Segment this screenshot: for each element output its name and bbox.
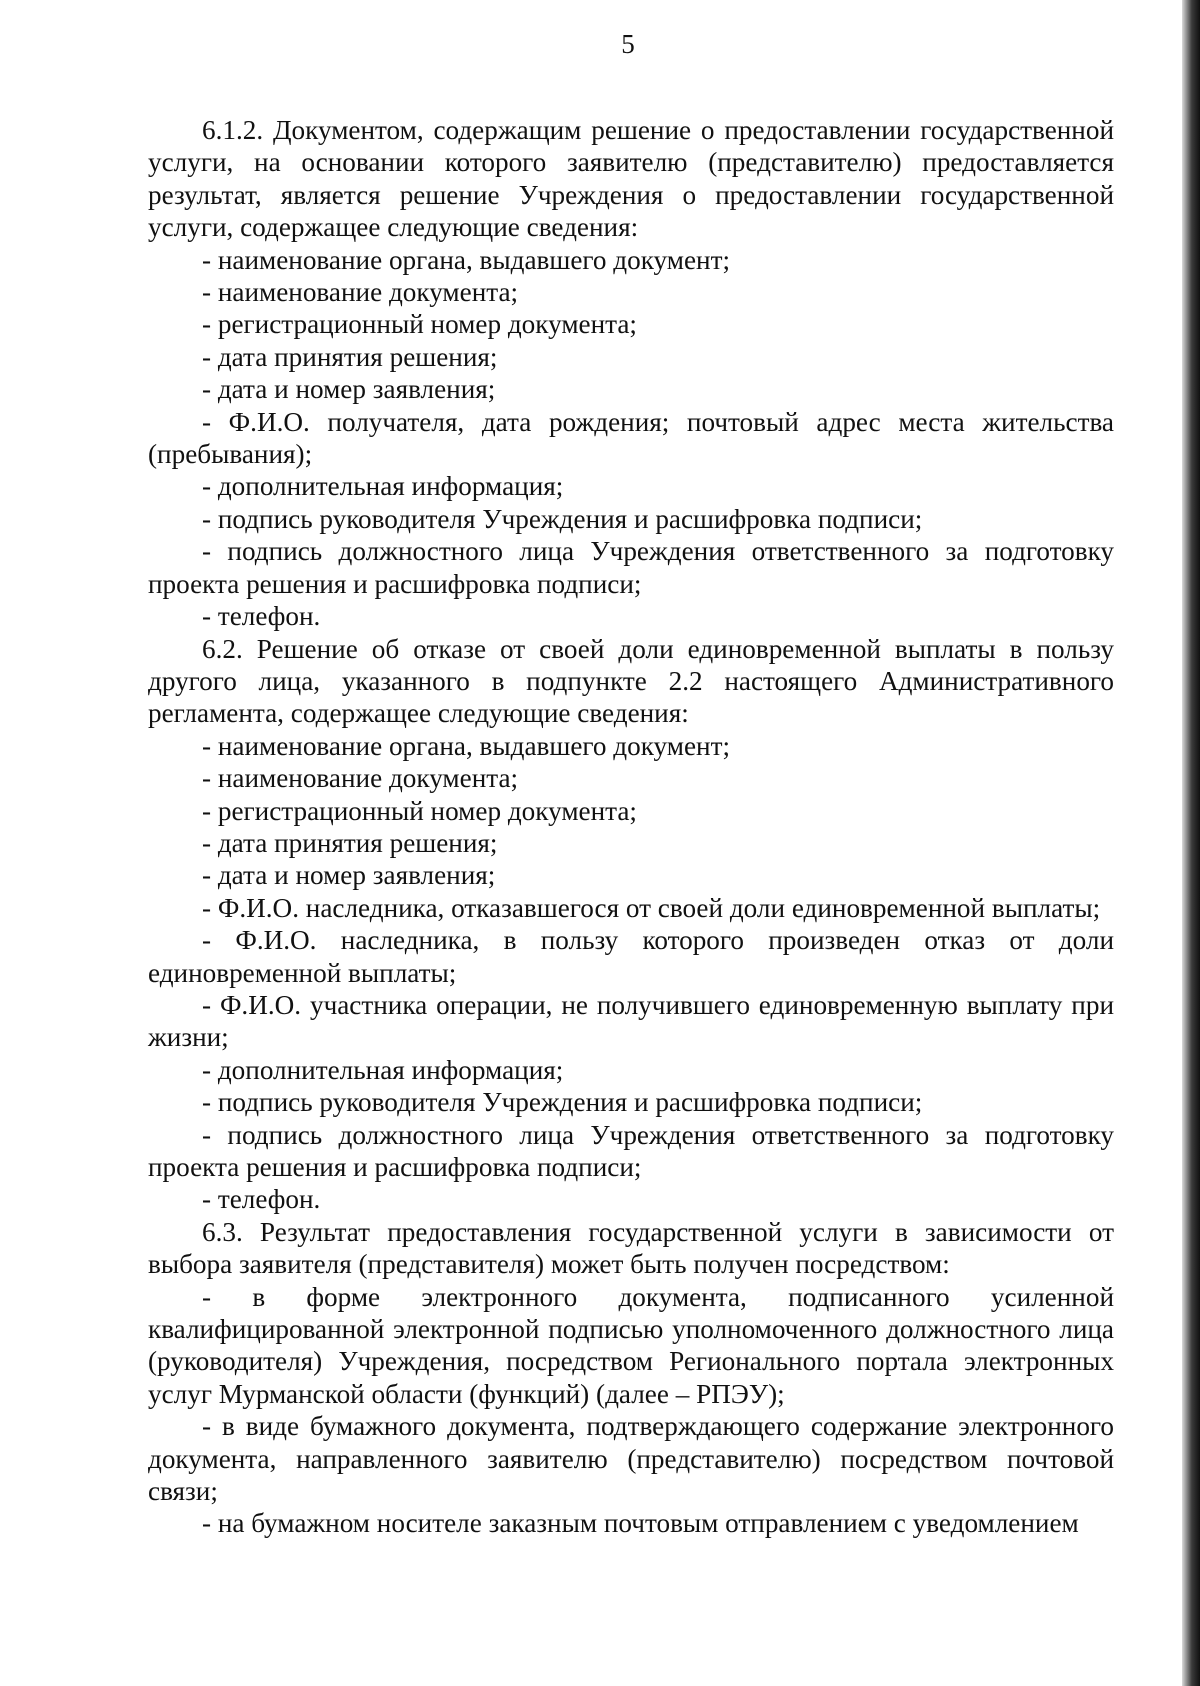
list-item: - дата и номер заявления; [202,860,496,891]
list-item: - подпись должностного лица Учреждения ответственного за подготовку проекта решения и расшифровка подписи; [148,1119,1114,1182]
list-item: - дата и номер заявления; [202,374,496,405]
list-item: - телефон. [202,601,321,632]
list-item: - наименование органа, выдавшего документ; [202,730,731,761]
list-item: - в форме электронного документа, подписанного усиленной квалифицированной электронной подписью уполномоченного должностного лица (руководителя) Учреждения, посредством Регионального портала электронных услуг Мурманской области (функций) (далее – РПЭУ); [148,1281,1114,1409]
list-item: - Ф.И.О. наследника, в пользу которого произведен отказ от доли единовременной выплаты; [148,925,1114,988]
list-item: - на бумажном носителе заказным почтовым отправлением с уведомлением [202,1508,1079,1539]
list-item: - Ф.И.О. участника операции, не получившего единовременную выплату при жизни; [148,989,1114,1053]
document-body [148,114,1114,1540]
paragraph-6-1-2: 6.1.2. Документом, содержащим решение о предоставлении государственной услуги, на основании которого заявителю (представителю) предоставляется результат, является решение Учреждения о предоставлении государственной услуги, содержащее следующие сведения: [148,115,1114,243]
list-item: - наименование документа; [202,763,519,794]
list-item: - телефон. [202,1184,321,1215]
paragraph-6-3: 6.3. Результат предоставления государственной услуги в зависимости от выбора заявителя (представителя) может быть получен посредством: [148,1216,1114,1280]
list-item: - дополнительная информация; [202,1054,564,1085]
list-item: - дата принятия решения; [202,827,498,858]
paragraph-6-2: 6.2. Решение об отказе от своей доли единовременной выплаты в пользу другого лица, указанного в подпункте 2.2 настоящего Административного регламента, содержащее следующие сведения: [148,633,1114,729]
list-item: - дополнительная информация; [202,471,564,502]
scan-edge-shadow [1182,0,1200,1686]
list-item: - дата принятия решения; [202,341,498,372]
list-item: - подпись должностного лица Учреждения ответственного за подготовку проекта решения и расшифровка подписи; [148,536,1114,599]
list-item: - Ф.И.О. наследника, отказавшегося от своей доли единовременной выплаты; [202,892,1101,923]
list-item: - Ф.И.О. получателя, дата рождения; почтовый адрес места жительства (пребывания); [148,406,1114,470]
list-item: - подпись руководителя Учреждения и расшифровка подписи; [202,1087,923,1118]
list-item: - в виде бумажного документа, подтверждающего содержание электронного документа, направленного заявителю (представителю) посредством почтовой связи; [148,1411,1114,1507]
list-item: - наименование документа; [202,277,519,308]
list-item: - регистрационный номер документа; [202,309,637,340]
list-item: - наименование органа, выдавшего документ; [202,244,731,275]
list-item: - подпись руководителя Учреждения и расшифровка подписи; [202,503,923,534]
page-number: 5 [621,29,635,59]
list-item: - регистрационный номер документа; [202,795,637,826]
